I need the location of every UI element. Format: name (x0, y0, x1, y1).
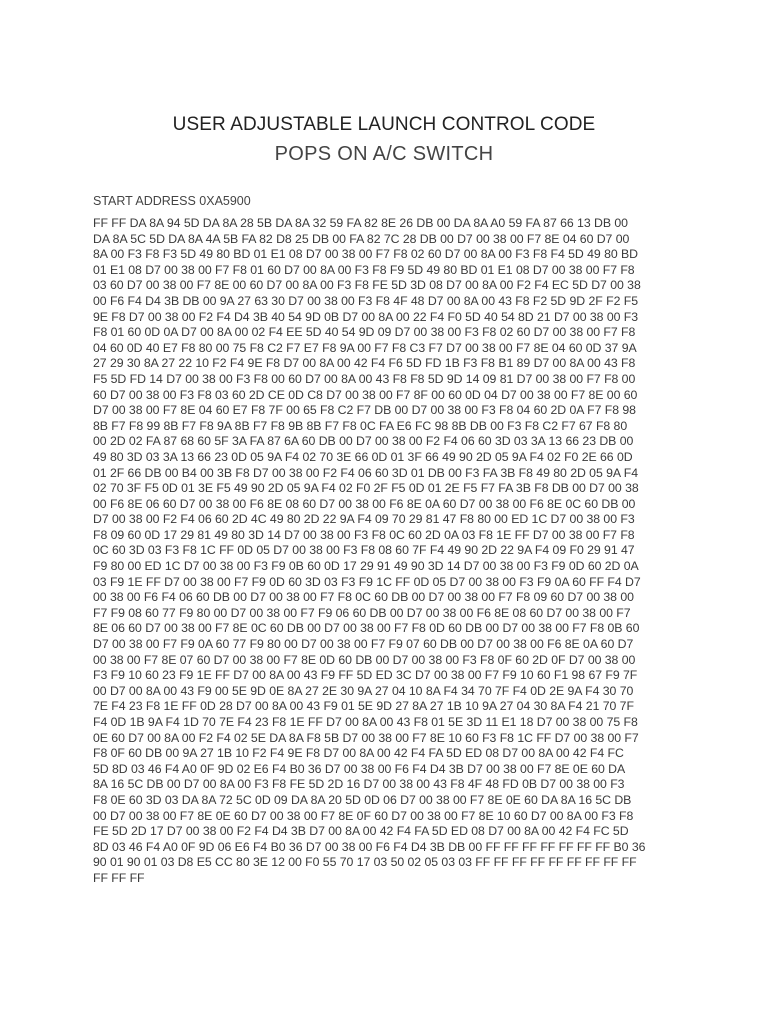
hex-line: 49 80 3D 03 3A 13 66 23 0D 05 9A F4 02 70 3E 66 0D 01 3F 66 49 90 2D 05 9A F4 02 F0 2E 66 0D (93, 449, 633, 464)
hex-line: 03 F9 1E FF D7 00 38 00 F7 F9 0D 60 3D 03 F3 F9 1C FF 0D 05 D7 00 38 00 F3 F9 0A 60 FF F4 D7 (93, 574, 641, 589)
hex-line: 90 01 90 01 03 D8 E5 CC 80 3E 12 00 F0 55 70 17 03 50 02 05 03 03 FF FF FF FF FF FF FF FF FF (93, 855, 637, 870)
hex-line: F8 0F 60 DB 00 9A 27 1B 10 F2 F4 9E F8 D7 00 8A 00 42 F4 FA 5D ED 08 D7 00 8A 00 42 F4 FC (93, 746, 624, 761)
hex-line: 00 F6 F4 D4 3B DB 00 9A 27 63 30 D7 00 38 00 F3 F8 4F 48 D7 00 8A 00 43 F8 F2 5D 9D 2F F2 F5 (93, 293, 638, 308)
hex-line: 00 D7 00 38 00 F7 8E 0E 60 D7 00 38 00 F7 8E 0F 60 D7 00 38 00 F7 8E 10 60 D7 00 8A 00 F3 F8 (93, 808, 634, 823)
hex-line: 00 F6 8E 06 60 D7 00 38 00 F6 8E 08 60 D7 00 38 00 F6 8E 0A 60 D7 00 38 00 F6 8E 0C 60 DB 00 (93, 496, 636, 511)
hex-code-block (93, 216, 683, 887)
hex-line: 60 D7 00 38 00 F3 F8 03 60 2D CE 0D C8 D7 00 38 00 F7 8F 00 60 0D 04 D7 00 38 00 F7 8E 00 60 (93, 387, 638, 402)
hex-line: D7 00 38 00 F7 8E 04 60 E7 F8 7F 00 65 F8 C2 F7 DB 00 D7 00 38 00 F3 F8 04 60 2D 0A F7 F8 98 (93, 403, 636, 418)
hex-line: F9 80 00 ED 1C D7 00 38 00 F3 F9 0B 60 0D 17 29 91 49 90 3D 14 D7 00 38 00 F3 F9 0D 60 2D 0A (93, 559, 639, 574)
hex-line: F4 0D 1B 9A F4 1D 70 7E F4 23 F8 1E FF D7 00 8A 00 43 F8 01 5E 3D 11 E1 18 D7 00 38 00 75 F8 (93, 715, 638, 729)
hex-line: 9E F8 D7 00 38 00 F2 F4 D4 3B 40 54 9D 0B D7 00 8A 00 22 F4 F0 5D 40 54 8D 21 D7 00 38 00 F3 (93, 309, 639, 324)
hex-line: 00 38 00 F6 F4 06 60 DB 00 D7 00 38 00 F7 F8 0C 60 DB 00 D7 00 38 00 F7 F8 09 60 D7 00 38 00 (93, 590, 634, 605)
hex-line: FE 5D 2D 17 D7 00 38 00 F2 F4 D4 3B D7 00 8A 00 42 F4 FA 5D ED 08 D7 00 8A 00 42 F4 FC 5D (93, 824, 629, 839)
hex-line: 8E 06 60 D7 00 38 00 F7 8E 0C 60 DB 00 D7 00 38 00 F7 F8 0D 60 DB 00 D7 00 38 00 F7 F8 0B 60 (93, 621, 640, 636)
hex-line: 03 60 D7 00 38 00 F7 8E 00 60 D7 00 8A 00 F3 F8 FE 5D 3D 08 D7 00 8A 00 F2 F4 EC 5D D7 00 38 (93, 278, 641, 293)
hex-line: 27 29 30 8A 27 22 10 F2 F4 9E F8 D7 00 8A 00 42 F4 F6 5D FD 1B F3 F8 B1 89 D7 00 8A 00 43 F8 (93, 356, 636, 371)
hex-line: 01 E1 08 D7 00 38 00 F7 F8 01 60 D7 00 8A 00 F3 F8 F9 5D 49 80 BD 01 E1 08 D7 00 38 00 F7 F8 (93, 262, 635, 277)
hex-line: 0E 60 D7 00 8A 00 F2 F4 02 5E DA 8A F8 5B D7 00 38 00 F7 8E 10 60 F3 F8 1C FF D7 00 38 00 F7 (93, 730, 639, 745)
hex-line: 01 2F 66 DB 00 B4 00 3B F8 D7 00 38 00 F2 F4 06 60 3D 01 DB 00 F3 FA 3B F8 49 80 2D 05 9A F4 (93, 465, 639, 480)
hex-line: 04 60 0D 40 E7 F8 80 00 75 F8 C2 F7 E7 F8 9A 00 F7 F8 C3 F7 D7 00 38 00 F7 8E 04 60 0D 37 9A (93, 340, 637, 355)
hex-line: FF FF FF (93, 870, 145, 885)
hex-line: F3 F9 10 60 23 F9 1E FF D7 00 8A 00 43 F9 FF 5D ED 3C D7 00 38 00 F7 F9 10 60 F1 98 67 F9 7F (93, 668, 638, 683)
document-title: USER ADJUSTABLE LAUNCH CONTROL CODE (172, 114, 596, 135)
document-subtitle: POPS ON A/C SWITCH (274, 143, 494, 165)
hex-line: 02 70 3F F5 0D 01 3E F5 49 90 2D 05 9A F4 02 F0 2F F5 0D 01 2E F5 F7 FA 3B F8 DB 00 D7 00 38 (93, 481, 639, 496)
hex-line: 7E F4 23 F8 1E FF 0D 28 D7 00 8A 00 43 F9 01 5E 9D 27 8A 27 1B 10 9A 27 04 30 8A F4 21 70 7F (93, 699, 634, 714)
hex-line: 8A 16 5C DB 00 D7 00 8A 00 F3 F8 FE 5D 2D 16 D7 00 38 00 43 F8 4F 48 FD 0B D7 00 38 00 F3 (93, 777, 625, 792)
hex-line: 00 2D 02 FA 87 68 60 5F 3A FA 87 6A 60 DB 00 D7 00 38 00 F2 F4 06 60 3D 03 3A 13 66 23 DB 00 (93, 434, 634, 449)
hex-line: 8A 00 F3 F8 F3 5D 49 80 BD 01 E1 08 D7 00 38 00 F7 F8 02 60 D7 00 8A 00 F3 F8 F4 5D 49 80 BD (93, 247, 638, 262)
hex-line: 8B F7 F8 99 8B F7 F8 9A 8B F7 F8 9B 8B F7 F8 0C FA E6 FC 98 8B DB 00 F3 F8 C2 F7 67 F8 80 (93, 418, 628, 433)
hex-line: 00 38 00 F7 8E 07 60 D7 00 38 00 F7 8E 0D 60 DB 00 D7 00 38 00 F3 F8 0F 60 2D 0F D7 00 38 00 (93, 652, 636, 667)
hex-line: 5D 8D 03 46 F4 A0 0F 9D 02 E6 F4 B0 36 D7 00 38 00 F6 F4 D4 3B D7 00 38 00 F7 8E 0E 60 DA (93, 761, 626, 776)
hex-line: 00 D7 00 8A 00 43 F9 00 5E 9D 0E 8A 27 2E 30 9A 27 04 10 8A F4 34 70 7F F4 0D 2E 9A F4 30 70 (93, 683, 634, 698)
hex-line: DA 8A 5C 5D DA 8A 4A 5B FA 82 D8 25 DB 00 FA 82 7C 28 DB 00 D7 00 38 00 F7 8E 04 60 D7 00 (93, 231, 630, 246)
hex-line: D7 00 38 00 F7 F9 0A 60 77 F9 80 00 D7 00 38 00 F7 F9 07 60 DB 00 D7 00 38 00 F6 8E 0A 60 D7 (93, 637, 634, 652)
hex-line: 0C 60 3D 03 F3 F8 1C FF 0D 05 D7 00 38 00 F3 F8 08 60 7F F4 49 90 2D 22 9A F4 09 F0 29 91 47 (93, 543, 635, 558)
hex-line: 8D 03 46 F4 A0 0F 9D 06 E6 F4 B0 36 D7 00 38 00 F6 F4 D4 3B DB 00 FF FF FF FF FF FF FF B0 36 (93, 839, 646, 854)
hex-line: D7 00 38 00 F2 F4 06 60 2D 4C 49 80 2D 22 9A F4 09 70 29 81 47 F8 80 00 ED 1C D7 00 38 00 F3 (93, 512, 635, 527)
hex-line: F8 01 60 0D 0A D7 00 8A 00 02 F4 EE 5D 40 54 9D 09 D7 00 38 00 F3 F8 02 60 D7 00 38 00 F7 F8 (93, 325, 636, 340)
start-address-label: START ADDRESS 0XA5900 (93, 194, 251, 208)
hex-line: F5 5D FD 14 D7 00 38 00 F3 F8 00 60 D7 00 8A 00 43 F8 F8 5D 9D 14 09 81 D7 00 38 00 F7 F8 00 (93, 371, 636, 386)
hex-line: F8 09 60 0D 17 29 81 49 80 3D 14 D7 00 38 00 F3 F8 0C 60 2D 0A 03 F8 1E FF D7 00 38 00 F7 F8 (93, 527, 635, 542)
hex-line: F8 0E 60 3D 03 DA 8A 72 5C 0D 09 DA 8A 20 5D 0D 06 D7 00 38 00 F7 8E 0E 60 DA 8A 16 5C DB (93, 792, 632, 807)
hex-line: FF FF DA 8A 94 5D DA 8A 28 5B DA 8A 32 59 FA 82 8E 26 DB 00 DA 8A A0 59 FA 87 66 13 DB 00 (93, 216, 628, 230)
hex-line: F7 F9 08 60 77 F9 80 00 D7 00 38 00 F7 F9 06 60 DB 00 D7 00 38 00 F6 8E 08 60 D7 00 38 00 F7 (93, 605, 631, 620)
